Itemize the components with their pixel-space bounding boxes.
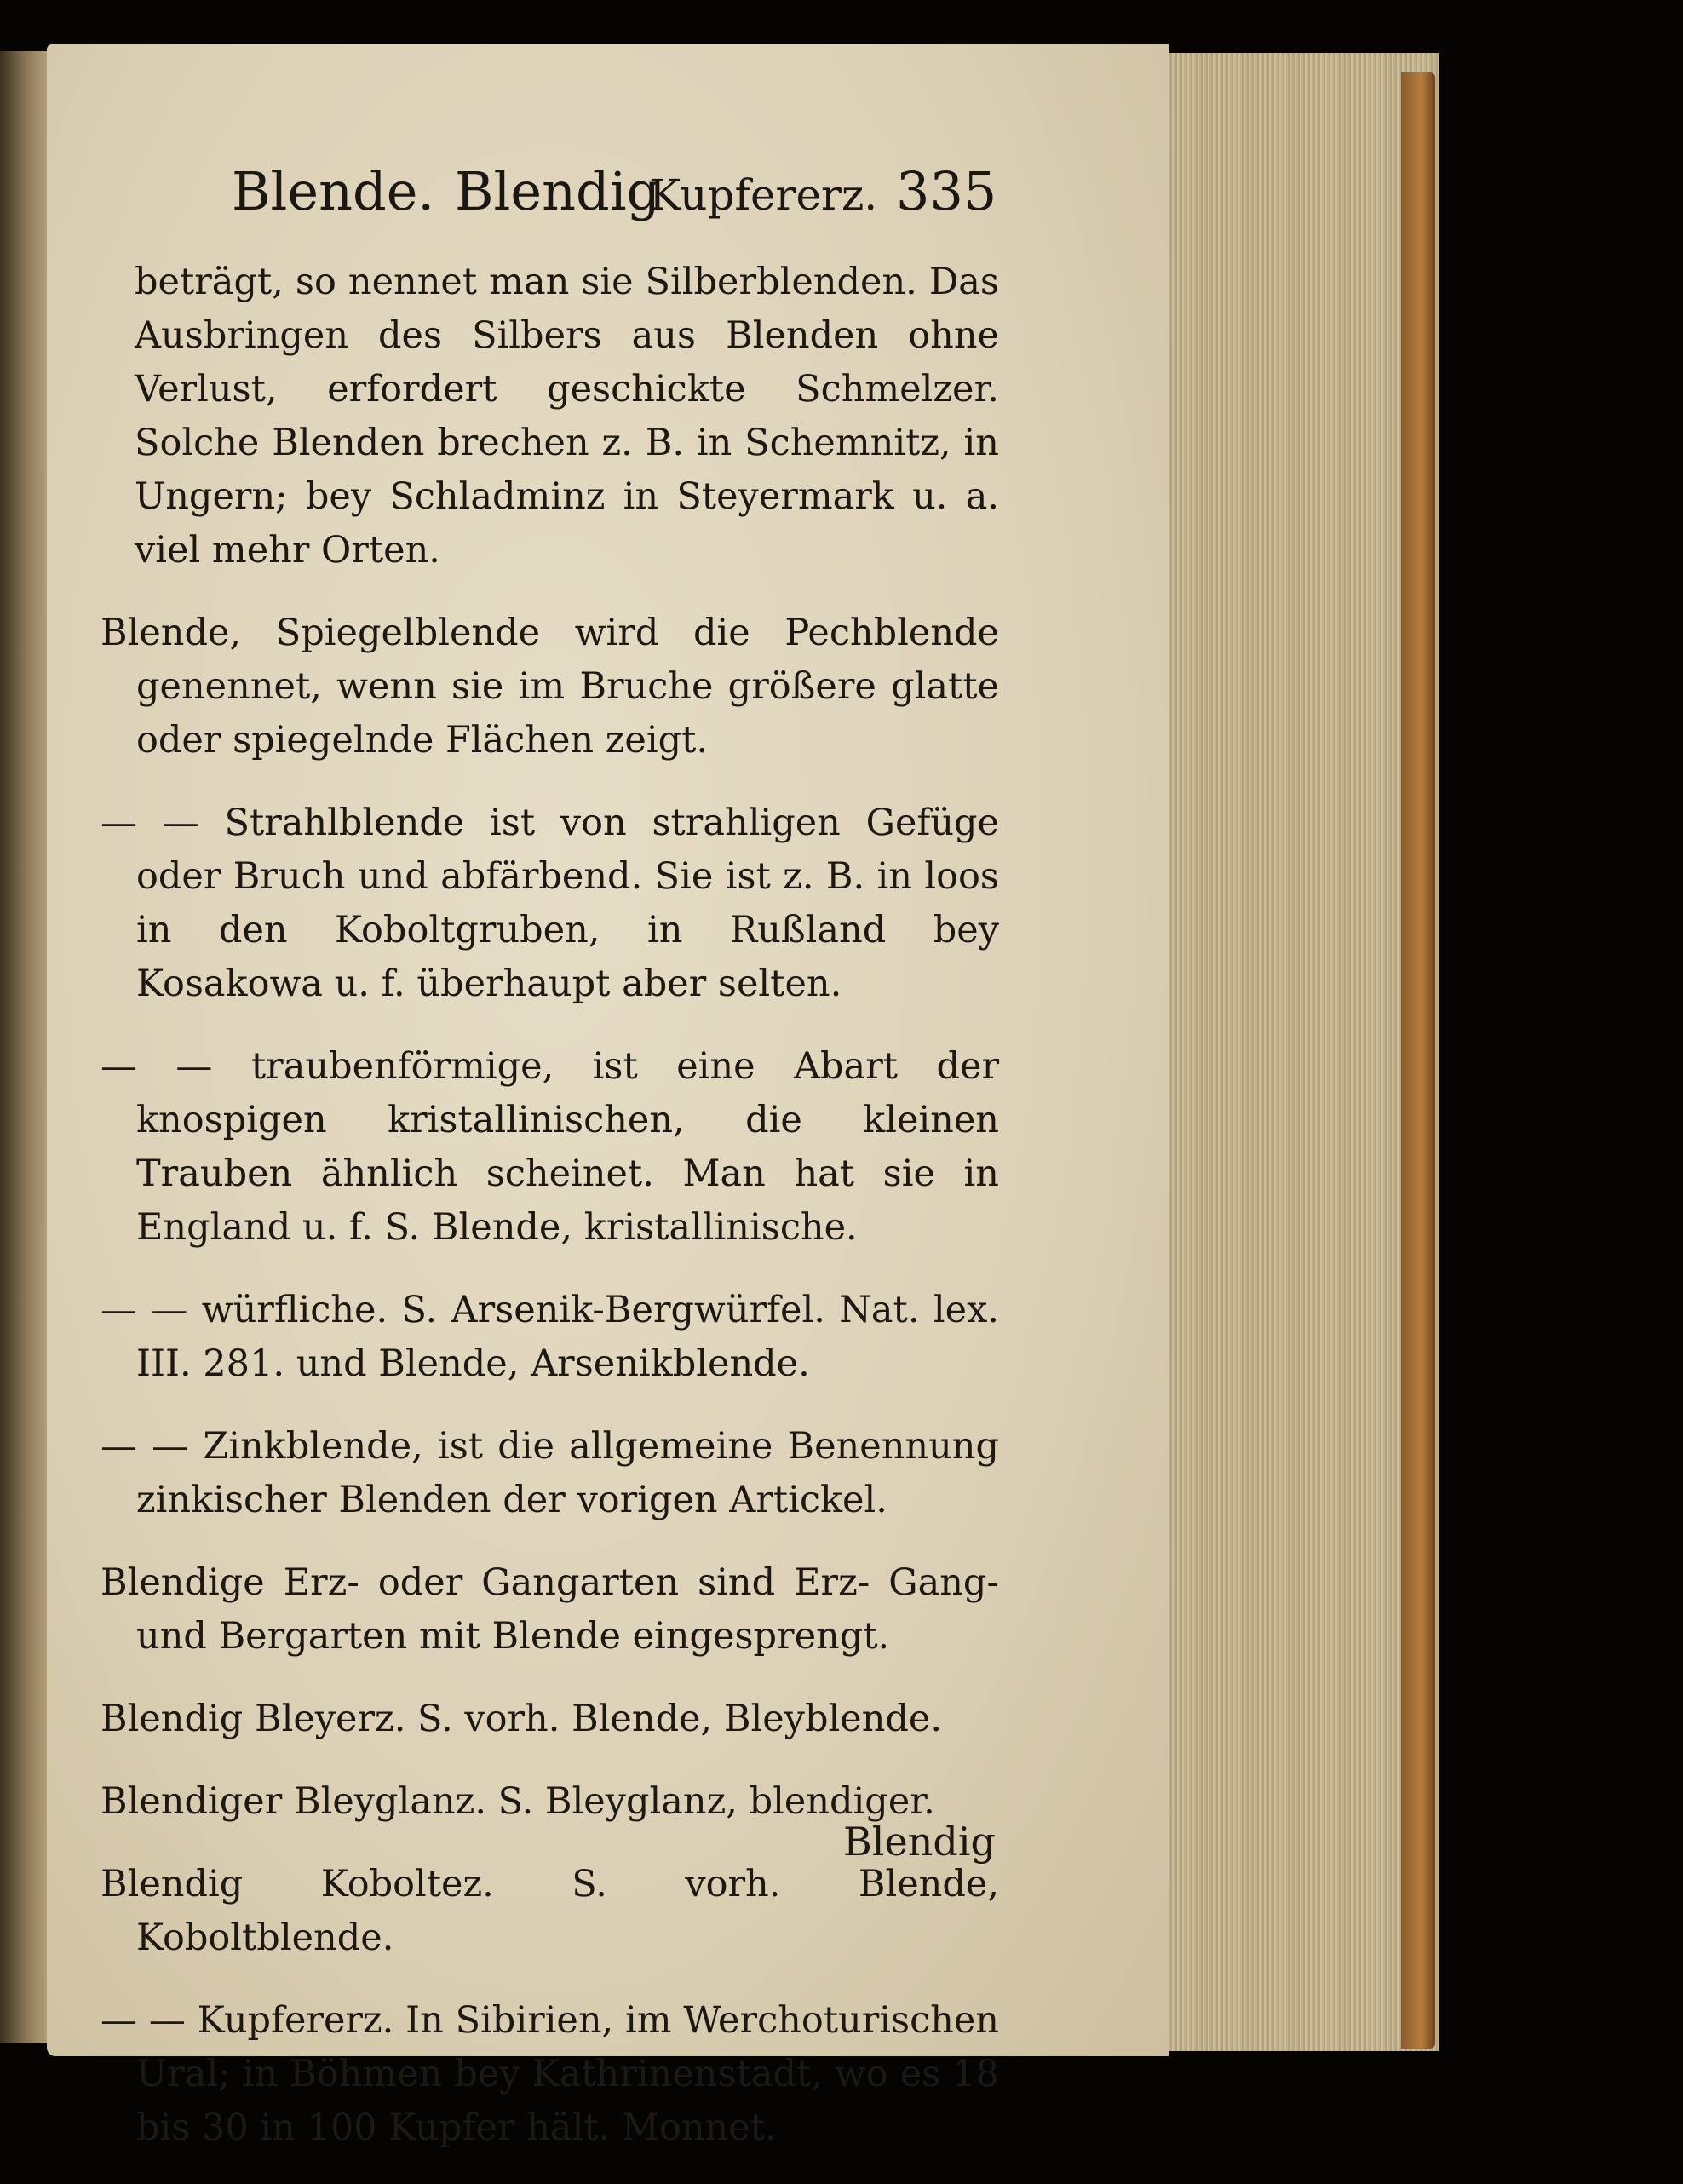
catchword: Blendig <box>843 1819 996 1865</box>
facing-page-edge <box>0 51 49 2043</box>
entry-kupfererz: — — Kupfererz. In Sibirien, im Werchoturischen Ural; in Böhmen bey Kathrinenstadt, wo es 18 bis 30 in 100 Kupfer hält. Monnet. <box>101 1999 999 2149</box>
entry-blendig-bleyerz: Blendig Bleyerz. S. vorh. Blende, Bleyblende. <box>101 1698 943 1740</box>
page-body <box>101 256 999 2184</box>
running-header <box>232 160 997 245</box>
entry-wuerfliche: — — würfliche. S. Arsenik-Bergwürfel. Nat. lex. III. 281. und Blende, Arsenikblende. <box>101 1289 999 1385</box>
entry-strahlblende: — — Strahlblende ist von strahligen Gefüge oder Bruch und abfärbend. Sie ist z. B. in loos in den Koboltgruben, in Rußland bey Kosakowa u. f. überhaupt aber selten. <box>101 802 999 1005</box>
header-term-blende: Blende. <box>232 160 435 222</box>
entry-spiegelblende: Blende, Spiegelblende wird die Pechblende genennet, wenn sie im Bruche größere glatte oder spiegelnde Flächen zeigt. <box>101 612 999 762</box>
entry-zinkblende: — — Zinkblende, ist die allgemeine Benennung zinkischer Blenden der vorigen Artickel. <box>101 1425 999 1521</box>
entry-blendige-erzarten: Blendige Erz- oder Gangarten sind Erz- Gang- und Bergarten mit Blende eingesprengt. <box>101 1561 999 1658</box>
entry-blendiger-bleyglanz: Blendiger Bleyglanz. S. Bleyglanz, blendiger. <box>101 1780 935 1823</box>
entry-traubenfoermige: — — traubenförmige, ist eine Abart der knospigen kristallinischen, die kleinen Trauben ähnlich scheinet. Man hat sie in England u. f. S. Blende, kristallinische. <box>101 1045 999 1249</box>
page-number: 335 <box>896 160 997 222</box>
header-term-blendig: Blendig <box>455 160 661 222</box>
page-block-edge <box>1163 53 1439 2051</box>
header-term-kupfererz: Kupfererz. <box>649 170 878 220</box>
book-cover-edge <box>1401 72 1435 2049</box>
entry-blendig-koboltez: Blendig Koboltez. S. vorh. Blende, Koboltblende. <box>101 1863 999 1959</box>
entry-continuation: beträgt, so nennet man sie Silberblenden. Das Ausbringen des Silbers aus Blenden ohne Verlust, erfordert geschickte Schmelzer. Solche Blenden brechen z. B. in Schemnitz, in Ungern; bey Schladminz in Steyermark u. a. viel mehr Orten. <box>135 261 999 572</box>
